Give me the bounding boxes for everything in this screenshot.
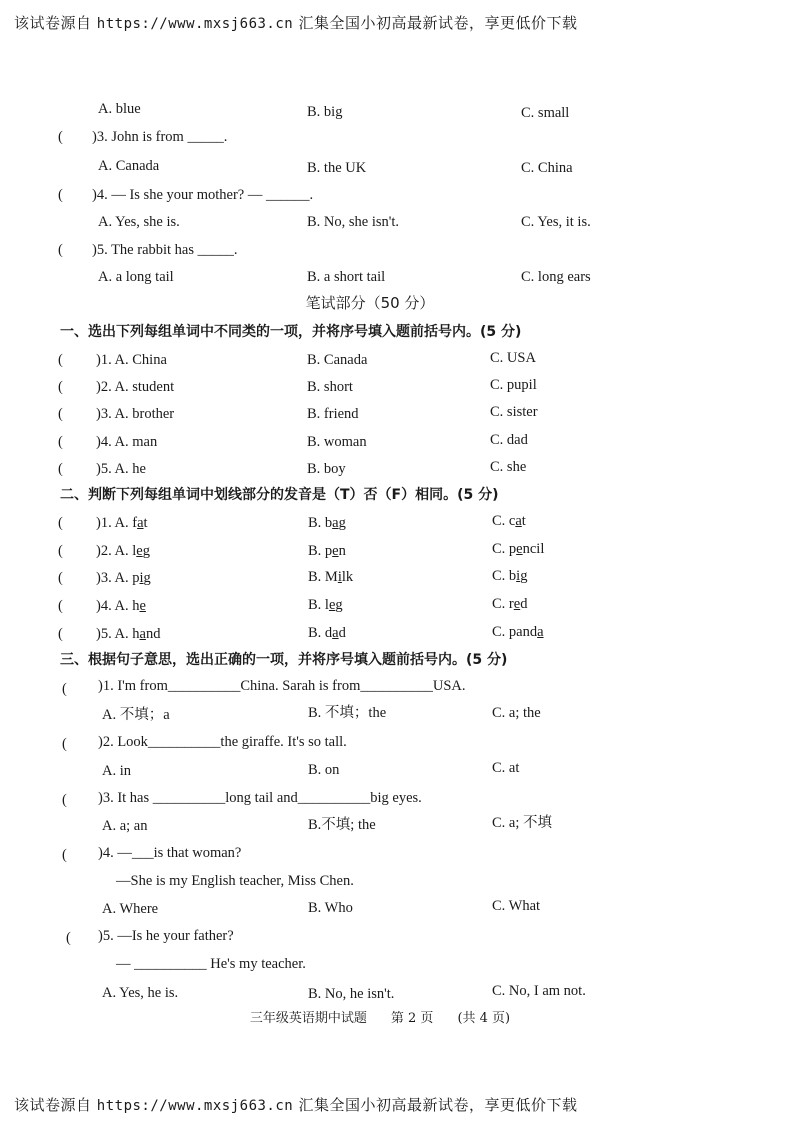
- listening-q3-option-a: A. Canada: [98, 158, 160, 174]
- answer-paren[interactable]: (: [58, 187, 63, 203]
- s3-q1-option-b: B. 不填；the: [308, 705, 387, 721]
- answer-paren[interactable]: (: [62, 847, 67, 863]
- s1-q4-option-b: B. woman: [307, 434, 367, 450]
- answer-paren[interactable]: (: [58, 406, 63, 422]
- s1-q2-option-a: )2. A. student: [96, 379, 175, 395]
- listening-q4-option-c: C. Yes, it is.: [521, 214, 591, 230]
- answer-paren[interactable]: (: [66, 930, 71, 946]
- s1-q3-option-b: B. friend: [307, 406, 359, 422]
- written-part-title: 笔试部分（50 分）: [305, 294, 435, 312]
- answer-paren[interactable]: (: [58, 242, 63, 258]
- answer-paren[interactable]: (: [58, 434, 63, 450]
- listening-q2-option-a: A. blue: [98, 101, 141, 117]
- s3-q4-option-c: C. What: [492, 898, 541, 914]
- s3-q3-option-c: C. a; 不填: [492, 815, 553, 831]
- s3-q3-option-a: A. a; an: [102, 818, 148, 834]
- s3-q5-option-a: A. Yes, he is.: [102, 985, 179, 1001]
- listening-q5-option-a: A. a long tail: [98, 269, 174, 285]
- s2-q5-option-c: C. panda: [492, 624, 544, 640]
- listening-q2-option-b: B. big: [307, 104, 343, 120]
- listening-q3-option-c: C. China: [521, 160, 573, 176]
- listening-q5-stem: )5. The rabbit has _____.: [92, 242, 238, 258]
- s3-q2-option-a: A. in: [102, 763, 131, 779]
- s1-q4-option-a: )4. A. man: [96, 434, 158, 450]
- s2-q4-option-b: B. leg: [308, 597, 343, 613]
- s1-q5-option-b: B. boy: [307, 461, 346, 477]
- answer-paren[interactable]: (: [62, 736, 67, 752]
- s3-q4-stem: )4. —___is that woman?: [98, 845, 242, 861]
- source-url[interactable]: https://www.mxsj663.cn: [96, 1098, 294, 1114]
- s2-q2-option-c: C. pencil: [492, 541, 545, 557]
- s2-q5-option-b: B. dad: [308, 625, 346, 641]
- s1-q2-option-c: C. pupil: [490, 377, 537, 393]
- answer-paren[interactable]: (: [58, 352, 63, 368]
- s3-q3-stem: )3. It has __________long tail and__________big eyes.: [98, 790, 422, 806]
- s1-q5-option-c: C. she: [490, 459, 527, 475]
- s1-q3-option-a: )3. A. brother: [96, 406, 175, 422]
- s2-q1-option-a: )1. A. fat: [96, 515, 148, 531]
- s3-q1-option-a: A. 不填；a: [102, 707, 170, 723]
- page-total: (共 4 页): [457, 1011, 511, 1026]
- s3-q5-answer-line: — __________ He's my teacher.: [116, 956, 306, 972]
- s2-q3-option-b: B. Milk: [308, 569, 354, 585]
- s3-q3-option-b: B.不填; the: [308, 817, 376, 833]
- listening-q3-stem: )3. John is from _____.: [92, 129, 228, 145]
- s3-q2-option-b: B. on: [308, 762, 340, 778]
- page-footer: [0, 1007, 760, 1026]
- s1-q1-option-b: B. Canada: [307, 352, 368, 368]
- exam-name: 三年级英语期中试题: [249, 1011, 367, 1026]
- s2-q4-option-c: C. red: [492, 596, 528, 612]
- s1-q5-option-a: )5. A. he: [96, 461, 146, 477]
- source-banner-top: 该试卷源自 https://www.mxsj663.cn 汇集全国小初高最新试卷，享更低价下载: [14, 14, 578, 32]
- s2-q2-option-b: B. pen: [308, 543, 346, 559]
- answer-paren[interactable]: (: [58, 543, 63, 559]
- answer-paren[interactable]: (: [58, 515, 63, 531]
- answer-paren[interactable]: (: [58, 626, 63, 642]
- s3-q5-option-b: B. No, he isn't.: [308, 986, 395, 1002]
- s3-q1-stem: )1. I'm from__________China. Sarah is from__________USA.: [98, 678, 466, 694]
- s3-q1-option-c: C. a; the: [492, 705, 541, 721]
- s1-q1-option-c: C. USA: [490, 350, 536, 366]
- section-1-heading: 一、选出下列每组单词中不同类的一项，并将序号填入题前括号内。(5 分): [60, 324, 522, 340]
- s3-q5-option-c: C. No, I am not.: [492, 983, 586, 999]
- s3-q2-stem: )2. Look__________the giraffe. It's so tall.: [98, 734, 347, 750]
- listening-q4-stem: )4. — Is she your mother? — ______.: [92, 187, 314, 203]
- answer-paren[interactable]: (: [62, 681, 67, 697]
- s2-q4-option-a: )4. A. he: [96, 598, 146, 614]
- s3-q4-option-b: B. Who: [308, 900, 353, 916]
- section-3-heading: 三、根据句子意思，选出正确的一项，并将序号填入题前括号内。(5 分): [60, 652, 508, 668]
- s3-q4-option-a: A. Where: [102, 901, 159, 917]
- answer-paren[interactable]: (: [58, 379, 63, 395]
- s2-q1-option-c: C. cat: [492, 513, 526, 529]
- s1-q1-option-a: )1. A. China: [96, 352, 167, 368]
- s2-q5-option-a: )5. A. hand: [96, 626, 161, 642]
- s1-q4-option-c: C. dad: [490, 432, 528, 448]
- s3-q2-option-c: C. at: [492, 760, 520, 776]
- page-number: 第 2 页: [390, 1011, 434, 1026]
- s2-q3-option-a: )3. A. pig: [96, 570, 151, 586]
- listening-q3-option-b: B. the UK: [307, 160, 367, 176]
- s2-q3-option-c: C. big: [492, 568, 528, 584]
- s3-q5-stem: )5. —Is he your father?: [98, 928, 234, 944]
- source-url[interactable]: https://www.mxsj663.cn: [96, 16, 294, 32]
- answer-paren[interactable]: (: [58, 598, 63, 614]
- listening-q2-option-c: C. small: [521, 105, 570, 121]
- answer-paren[interactable]: (: [58, 570, 63, 586]
- section-2-heading: 二、判断下列每组单词中划线部分的发音是（T）否（F）相同。(5 分): [60, 487, 499, 503]
- s1-q2-option-b: B. short: [307, 379, 353, 395]
- s1-q3-option-c: C. sister: [490, 404, 538, 420]
- answer-paren[interactable]: (: [58, 461, 63, 477]
- listening-q5-option-b: B. a short tail: [307, 269, 386, 285]
- answer-paren[interactable]: (: [58, 129, 63, 145]
- s2-q1-option-b: B. bag: [308, 515, 346, 531]
- listening-q5-option-c: C. long ears: [521, 269, 591, 285]
- s2-q2-option-a: )2. A. leg: [96, 543, 150, 559]
- source-banner-bottom: 该试卷源自 https://www.mxsj663.cn 汇集全国小初高最新试卷，享更低价下载: [14, 1096, 578, 1114]
- listening-q4-option-b: B. No, she isn't.: [307, 214, 400, 230]
- s3-q4-answer-line: —She is my English teacher, Miss Chen.: [116, 873, 354, 889]
- listening-q4-option-a: A. Yes, she is.: [98, 214, 180, 230]
- answer-paren[interactable]: (: [62, 792, 67, 808]
